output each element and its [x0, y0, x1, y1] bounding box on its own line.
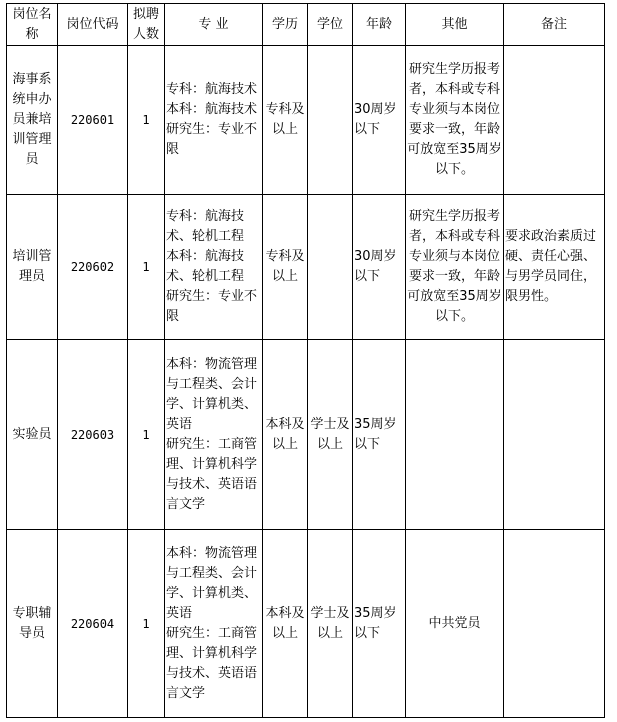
education-cell: 本科及以上	[263, 530, 308, 718]
other-cell: 研究生学历报考者，本科或专科专业须与本岗位要求一致，年龄可放宽至35周岁以下。	[406, 46, 504, 195]
header-age: 年龄	[353, 4, 406, 46]
education-cell: 专科及以上	[263, 46, 308, 195]
quota-cell: 1	[128, 195, 165, 340]
header-degree: 学位	[308, 4, 353, 46]
remark-cell	[504, 340, 605, 530]
degree-cell: 学士及以上	[308, 340, 353, 530]
position-code-cell: 220604	[58, 530, 128, 718]
age-cell: 35周岁以下	[353, 530, 406, 718]
header-major: 专 业	[165, 4, 263, 46]
header-education: 学历	[263, 4, 308, 46]
recruitment-table	[6, 3, 605, 718]
major-cell: 专科：航海技术、轮机工程 本科：航海技术、轮机工程 研究生：专业不限	[165, 195, 263, 340]
other-cell: 中共党员	[406, 530, 504, 718]
position-name-cell: 海事系统申办员兼培训管理员	[7, 46, 58, 195]
position-code-cell: 220601	[58, 46, 128, 195]
position-code-cell: 220602	[58, 195, 128, 340]
table-row	[7, 46, 605, 195]
header-row	[7, 4, 605, 46]
remark-cell: 要求政治素质过硬、责任心强、与男学员同住，限男性。	[504, 195, 605, 340]
table-row	[7, 530, 605, 718]
degree-cell: 学士及以上	[308, 530, 353, 718]
age-cell: 35周岁以下	[353, 340, 406, 530]
header-quota: 拟聘人数	[128, 4, 165, 46]
position-name-cell: 培训管理员	[7, 195, 58, 340]
position-name-cell: 实验员	[7, 340, 58, 530]
major-cell: 本科：物流管理与工程类、会计学、计算机类、英语 研究生：工商管理、计算机科学与技术、英语语言文学	[165, 530, 263, 718]
table-row	[7, 195, 605, 340]
position-code-cell: 220603	[58, 340, 128, 530]
degree-cell	[308, 46, 353, 195]
remark-cell	[504, 530, 605, 718]
education-cell: 专科及以上	[263, 195, 308, 340]
header-remark: 备注	[504, 4, 605, 46]
quota-cell: 1	[128, 530, 165, 718]
other-cell	[406, 340, 504, 530]
major-cell: 本科：物流管理与工程类、会计学、计算机类、英语 研究生：工商管理、计算机科学与技术、英语语言文学	[165, 340, 263, 530]
education-cell: 本科及以上	[263, 340, 308, 530]
table-row	[7, 340, 605, 530]
major-cell: 专科：航海技术 本科：航海技术 研究生：专业不限	[165, 46, 263, 195]
remark-cell	[504, 46, 605, 195]
header-other: 其他	[406, 4, 504, 46]
quota-cell: 1	[128, 46, 165, 195]
degree-cell	[308, 195, 353, 340]
age-cell: 30周岁以下	[353, 46, 406, 195]
other-cell: 研究生学历报考者，本科或专科专业须与本岗位要求一致，年龄可放宽至35周岁以下。	[406, 195, 504, 340]
header-position-name: 岗位名称	[7, 4, 58, 46]
quota-cell: 1	[128, 340, 165, 530]
position-name-cell: 专职辅导员	[7, 530, 58, 718]
age-cell: 30周岁以下	[353, 195, 406, 340]
header-position-code: 岗位代码	[58, 4, 128, 46]
